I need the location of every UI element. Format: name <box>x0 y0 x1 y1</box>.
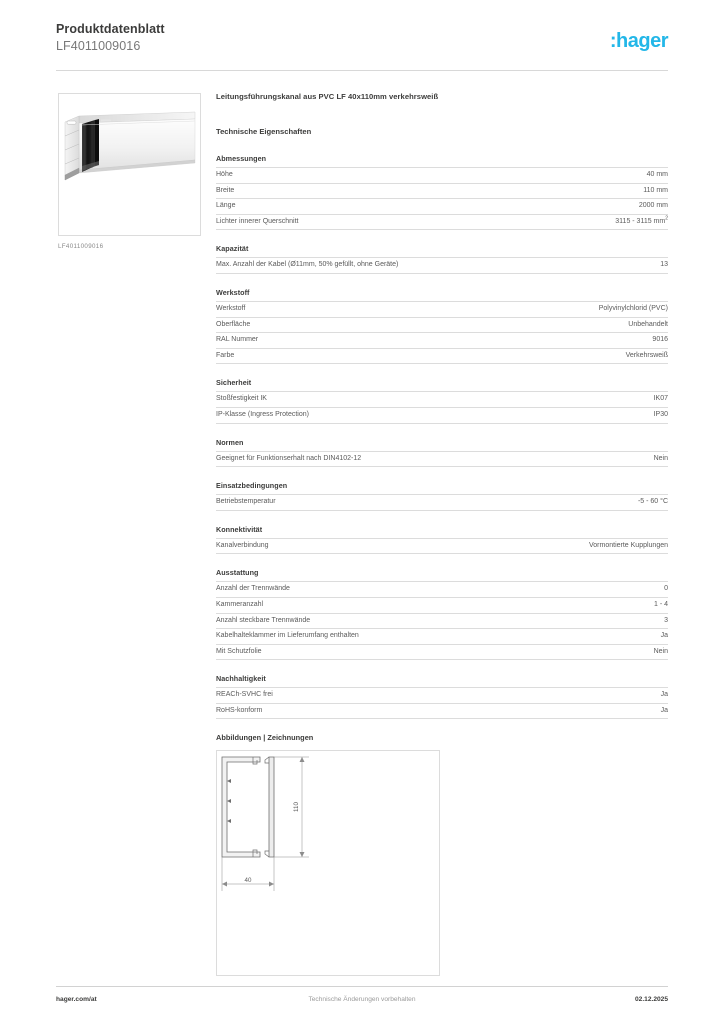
spec-row <box>216 332 668 348</box>
spec-value-text: 0 <box>664 585 668 593</box>
spec-group-title: Nachhaltigkeit <box>216 674 266 684</box>
spec-value <box>643 184 668 199</box>
spec-label: IP-Klasse (Ingress Protection) <box>216 410 309 418</box>
spec-row <box>216 198 668 214</box>
dimension-width-label: 40 <box>244 877 252 885</box>
spec-group <box>216 525 668 555</box>
spec-value-text: -5 - 60 °C <box>637 498 668 506</box>
spec-row <box>216 257 668 274</box>
spec-label: Oberfläche <box>216 320 251 328</box>
spec-value-superscript: 2 <box>665 215 668 222</box>
spec-row <box>216 644 668 661</box>
spec-row <box>216 391 668 407</box>
spec-label: Stoßfestigkeit IK <box>216 395 267 403</box>
spec-group <box>216 674 668 719</box>
spec-value-text: 9016 <box>652 336 668 344</box>
spec-content <box>216 92 668 976</box>
spec-label: Anzahl steckbare Trennwände <box>216 616 311 624</box>
spec-value-text: IP30 <box>653 410 668 418</box>
drawing-box <box>216 750 440 976</box>
spec-label: Anzahl der Trennwände <box>216 585 290 593</box>
technical-drawing-cross-section <box>217 751 439 975</box>
spec-value-text: 13 <box>660 261 668 269</box>
spec-row <box>216 687 668 703</box>
spec-row <box>216 494 668 511</box>
spec-value-text: 3115 - 3115 mm <box>615 217 666 225</box>
product-description-heading: Leitungsführungskanal aus PVC LF 40x110mm verkehrsweiß <box>216 92 439 101</box>
spec-value-text: Ja <box>660 691 668 699</box>
spec-group-title: Normen <box>216 437 244 447</box>
product-image-box <box>58 93 201 236</box>
spec-value <box>647 168 668 183</box>
page-header <box>56 22 668 72</box>
spec-label: Kammeranzahl <box>216 600 264 608</box>
footer-divider <box>56 986 668 987</box>
spec-value-text: Unbehandelt <box>628 320 668 328</box>
spec-row <box>216 538 668 555</box>
spec-value-text: 40 mm <box>646 171 668 178</box>
spec-value <box>639 199 668 214</box>
spec-value <box>599 302 668 317</box>
spec-group <box>216 154 668 230</box>
spec-value <box>661 704 668 719</box>
spec-value <box>660 258 668 273</box>
spec-group <box>216 438 668 468</box>
spec-label: Geeignet für Funktionserhalt nach DIN4102-12 <box>216 454 362 462</box>
spec-value-text: Polyvinylchlorid (PVC) <box>598 304 668 312</box>
spec-group <box>216 568 668 660</box>
spec-value <box>626 349 668 364</box>
spec-groups-container <box>216 154 668 719</box>
spec-value <box>661 629 668 644</box>
spec-label: Max. Anzahl der Kabel (Ø11mm, 50% gefüllt, ohne Geräte) <box>216 261 399 269</box>
spec-label: Länge <box>216 202 236 210</box>
product-photo-cable-duct <box>59 94 200 235</box>
footer-website-link[interactable]: hager.com/at <box>56 996 97 1003</box>
spec-row <box>216 613 668 629</box>
spec-group-title: Ausstattung <box>216 568 259 578</box>
spec-row <box>216 301 668 317</box>
spec-value-text: Verkehrsweiß <box>625 351 668 359</box>
spec-value-text: IK07 <box>653 395 668 403</box>
spec-label: Kabelhalteklammer im Lieferumfang enthalten <box>216 632 359 640</box>
spec-row <box>216 451 668 468</box>
spec-row <box>216 214 668 231</box>
spec-row <box>216 348 668 365</box>
spec-value-text: Nein <box>653 647 668 655</box>
spec-value <box>615 215 668 230</box>
spec-label: RAL Nummer <box>216 336 259 344</box>
technical-properties-title: Technische Eigenschaften <box>216 127 312 136</box>
product-figure <box>58 93 201 250</box>
drawings-section <box>216 733 668 976</box>
spec-value <box>654 392 668 407</box>
spec-group <box>216 288 668 364</box>
spec-group-title: Sicherheit <box>216 378 252 388</box>
spec-group <box>216 481 668 511</box>
spec-label: Betriebstemperatur <box>216 498 276 506</box>
spec-row <box>216 703 668 720</box>
spec-value <box>628 318 668 333</box>
spec-group-title: Werkstoff <box>216 287 250 297</box>
spec-value <box>654 598 668 613</box>
page-title: Produktdatenblatt <box>56 22 165 36</box>
spec-value-text: 2000 mm <box>638 202 668 210</box>
spec-row <box>216 597 668 613</box>
spec-label: RoHS-konform <box>216 706 263 714</box>
spec-value <box>654 645 668 660</box>
spec-label: Breite <box>216 186 235 194</box>
spec-value-text: 110 mm <box>643 186 668 194</box>
spec-group-title: Konnektivität <box>216 524 263 534</box>
page-footer <box>56 996 668 1010</box>
product-reference: LF4011009016 <box>56 39 141 53</box>
spec-label: Lichter innerer Querschnitt <box>216 217 299 225</box>
spec-group-title: Einsatzbedingungen <box>216 481 288 491</box>
spec-value-text: Ja <box>660 706 668 714</box>
spec-row <box>216 167 668 183</box>
spec-group <box>216 378 668 423</box>
drawings-title: Abbildungen | Zeichnungen <box>216 733 314 743</box>
spec-row <box>216 628 668 644</box>
spec-row <box>216 183 668 199</box>
spec-value <box>664 582 668 597</box>
spec-label: REACh-SVHC frei <box>216 691 273 699</box>
header-divider <box>56 70 668 71</box>
spec-value-text: Nein <box>653 454 668 462</box>
spec-group-title: Abmessungen <box>216 154 267 163</box>
footer-disclaimer: Technische Änderungen vorbehalten <box>308 996 416 1003</box>
spec-row <box>216 407 668 424</box>
spec-value-text: Ja <box>660 632 668 640</box>
hager-logo: :hager <box>609 30 668 52</box>
spec-value <box>664 614 668 629</box>
spec-group-title: Kapazität <box>216 244 249 254</box>
spec-value <box>652 333 668 348</box>
spec-label: Werkstoff <box>216 304 246 312</box>
spec-value-text: 1 - 4 <box>653 600 668 608</box>
spec-label: Farbe <box>216 351 235 359</box>
spec-value <box>638 495 668 510</box>
footer-date: 02.12.2025 <box>634 996 668 1003</box>
spec-group <box>216 244 668 274</box>
spec-value <box>661 688 668 703</box>
spec-row <box>216 317 668 333</box>
spec-value <box>654 408 668 423</box>
spec-label: Kanalverbindung <box>216 541 269 549</box>
spec-value-text: 3 <box>664 616 668 624</box>
spec-value <box>654 452 668 467</box>
spec-label: Höhe <box>216 171 233 178</box>
spec-value <box>589 539 668 554</box>
spec-row <box>216 581 668 597</box>
product-image-caption: LF4011009016 <box>58 243 104 250</box>
dimension-height-label: 110 <box>293 802 300 813</box>
spec-label: Mit Schutzfolie <box>216 647 262 655</box>
spec-value-text: Vormontierte Kupplungen <box>589 541 668 549</box>
